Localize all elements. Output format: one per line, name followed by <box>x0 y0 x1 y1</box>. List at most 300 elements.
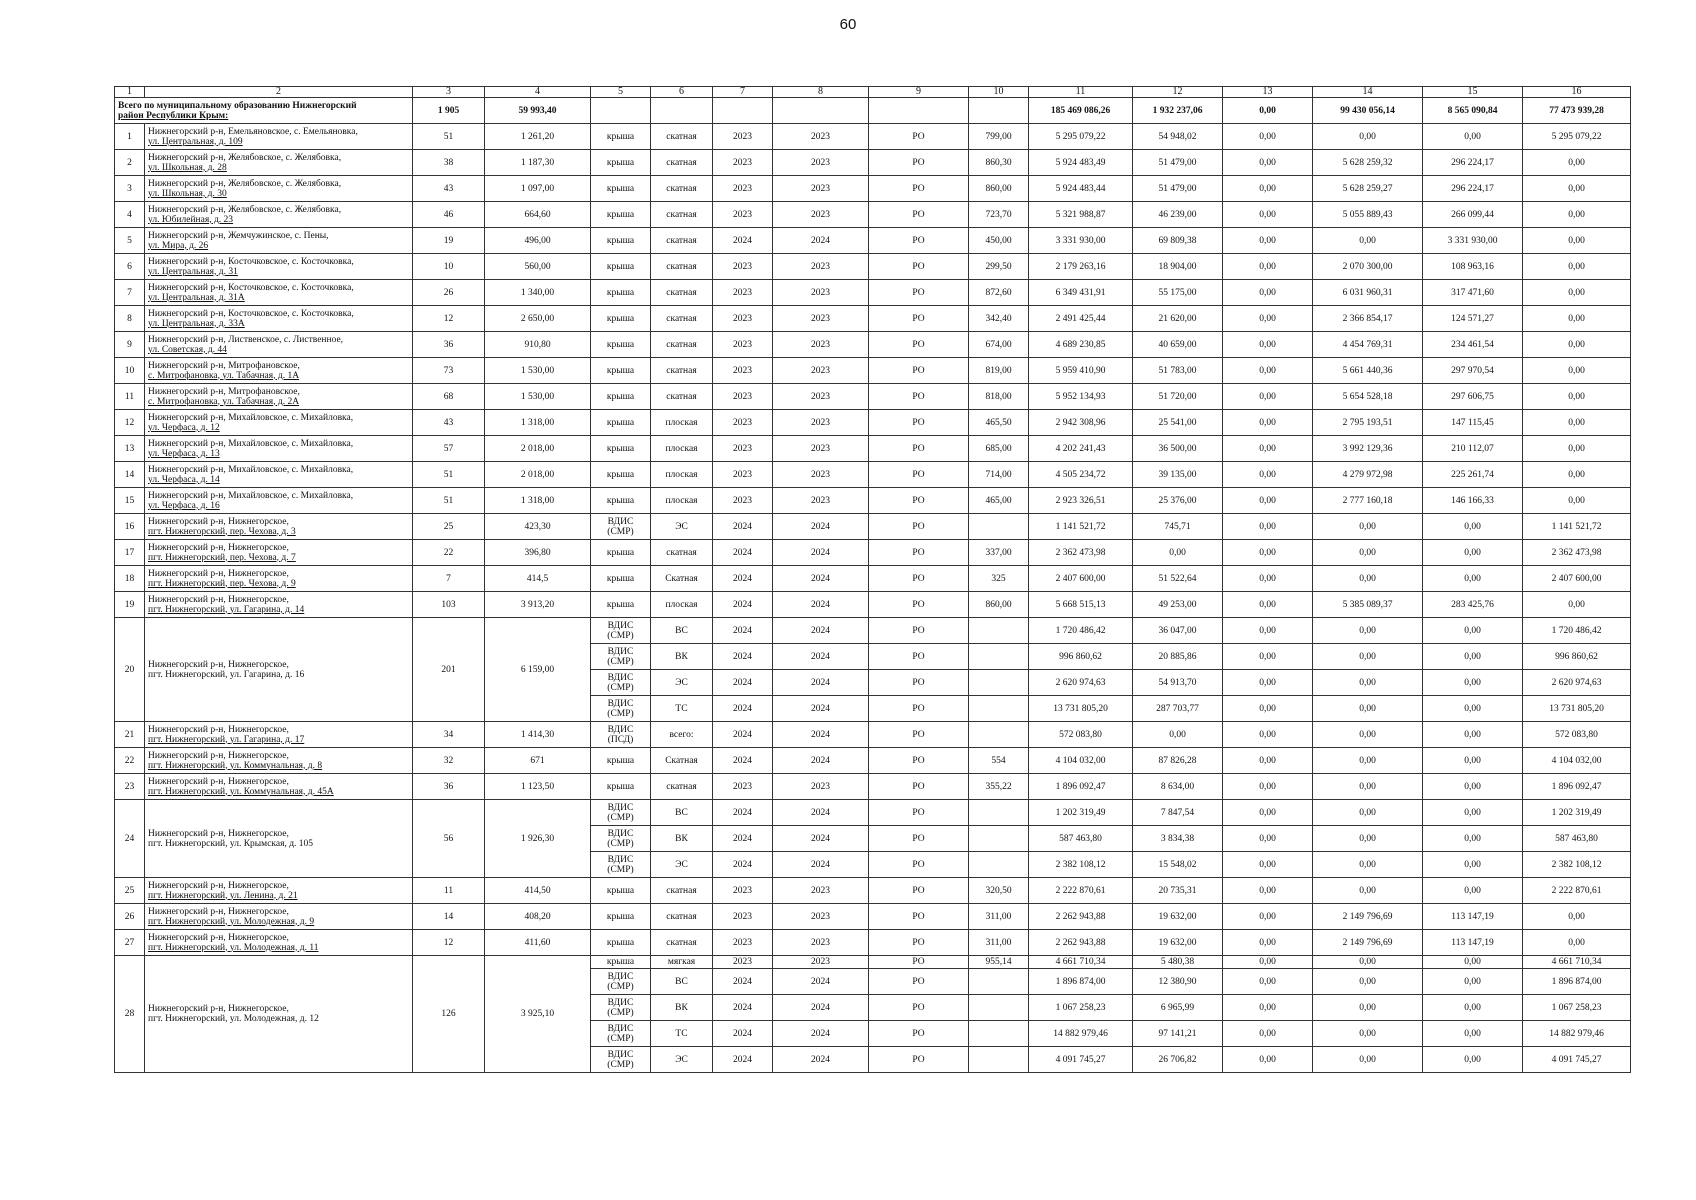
cost-per-unit: 87 826,28 <box>1133 748 1223 774</box>
table-row <box>115 306 1631 332</box>
method: РО <box>869 540 969 566</box>
col13: 0,00 <box>1223 592 1313 618</box>
volume <box>969 852 1029 878</box>
building-address <box>145 306 413 332</box>
col14: 5 055 889,43 <box>1313 202 1423 228</box>
work-type: ЭС <box>651 1047 713 1073</box>
element: крыша <box>591 774 651 800</box>
cost: 14 882 979,46 <box>1029 1021 1133 1047</box>
col13: 0,00 <box>1223 644 1313 670</box>
cost: 4 202 241,43 <box>1029 436 1133 462</box>
address-line2: ул. Черфаса, д. 13 <box>148 448 220 459</box>
volume: 320,50 <box>969 878 1029 904</box>
col14: 0,00 <box>1313 969 1423 995</box>
cost: 2 179 263,16 <box>1029 254 1133 280</box>
work-type: скатная <box>651 280 713 306</box>
building-area: 396,80 <box>485 540 591 566</box>
col16: 0,00 <box>1523 150 1631 176</box>
address-line2: пгт. Нижнегорский, ул. Коммунальная, д. 8 <box>148 760 323 771</box>
element: крыша <box>591 410 651 436</box>
element: ВДИС (СМР) <box>591 852 651 878</box>
col13: 0,00 <box>1223 852 1313 878</box>
work-type: ВК <box>651 644 713 670</box>
plan-year-end: 2024 <box>773 995 869 1021</box>
plan-year-end: 2023 <box>773 176 869 202</box>
column-number-8: 8 <box>773 87 869 98</box>
col15: 113 147,19 <box>1423 930 1523 956</box>
method: РО <box>869 904 969 930</box>
address-line1: Нижнегорский р-н, Нижнегорское, <box>148 880 289 891</box>
table-row <box>115 280 1631 306</box>
element: крыша <box>591 592 651 618</box>
cost-per-unit: 40 659,00 <box>1133 332 1223 358</box>
building-area: 1 340,00 <box>485 280 591 306</box>
col16: 0,00 <box>1523 176 1631 202</box>
volume <box>969 722 1029 748</box>
building-area: 1 530,00 <box>485 358 591 384</box>
volume: 450,00 <box>969 228 1029 254</box>
col15: 0,00 <box>1423 969 1523 995</box>
building-address <box>145 124 413 150</box>
method: РО <box>869 488 969 514</box>
address-line1: Нижнегорский р-н, Нижнегорское, <box>148 828 289 839</box>
element: ВДИС (СМР) <box>591 514 651 540</box>
residents-count: 34 <box>413 722 485 748</box>
volume: 955,14 <box>969 956 1029 969</box>
cost-per-unit: 0,00 <box>1133 540 1223 566</box>
residents-count: 38 <box>413 150 485 176</box>
col13: 0,00 <box>1223 566 1313 592</box>
work-type: скатная <box>651 774 713 800</box>
total-empty-5 <box>591 98 651 124</box>
col14: 6 031 960,31 <box>1313 280 1423 306</box>
plan-year-start: 2023 <box>713 254 773 280</box>
method: РО <box>869 124 969 150</box>
cost-per-unit: 15 548,02 <box>1133 852 1223 878</box>
total-empty-10 <box>969 98 1029 124</box>
total-residents: 1 905 <box>413 98 485 124</box>
element: крыша <box>591 202 651 228</box>
method: РО <box>869 748 969 774</box>
method: РО <box>869 930 969 956</box>
plan-year-end: 2023 <box>773 202 869 228</box>
column-number-16: 16 <box>1523 87 1631 98</box>
col13: 0,00 <box>1223 696 1313 722</box>
building-area: 671 <box>485 748 591 774</box>
col14: 0,00 <box>1313 800 1423 826</box>
col16: 1 896 874,00 <box>1523 969 1631 995</box>
building-address <box>145 150 413 176</box>
residents-count: 36 <box>413 774 485 800</box>
residents-count: 126 <box>413 956 485 1073</box>
row-number: 24 <box>115 800 145 878</box>
residents-count: 12 <box>413 930 485 956</box>
capital-repair-table-container <box>114 86 1630 1073</box>
cost: 4 104 032,00 <box>1029 748 1133 774</box>
work-type: ЭС <box>651 852 713 878</box>
plan-year-start: 2023 <box>713 306 773 332</box>
building-address <box>145 748 413 774</box>
volume: 674,00 <box>969 332 1029 358</box>
col15: 0,00 <box>1423 995 1523 1021</box>
plan-year-end: 2023 <box>773 410 869 436</box>
element: крыша <box>591 566 651 592</box>
table-row <box>115 566 1631 592</box>
plan-year-end: 2024 <box>773 670 869 696</box>
cost-per-unit: 20 885,86 <box>1133 644 1223 670</box>
plan-year-start: 2023 <box>713 436 773 462</box>
cost: 2 407 600,00 <box>1029 566 1133 592</box>
col13: 0,00 <box>1223 956 1313 969</box>
col16: 0,00 <box>1523 228 1631 254</box>
address-line2: пгт. Нижнегорский, пер. Чехова, д. 7 <box>148 552 296 563</box>
cost: 572 083,80 <box>1029 722 1133 748</box>
volume: 819,00 <box>969 358 1029 384</box>
col15: 0,00 <box>1423 618 1523 644</box>
plan-year-start: 2023 <box>713 202 773 228</box>
col16: 4 661 710,34 <box>1523 956 1631 969</box>
building-address <box>145 618 413 722</box>
plan-year-end: 2023 <box>773 332 869 358</box>
building-area: 2 018,00 <box>485 462 591 488</box>
cost: 996 860,62 <box>1029 644 1133 670</box>
cost: 5 295 079,22 <box>1029 124 1133 150</box>
element: крыша <box>591 280 651 306</box>
plan-year-start: 2024 <box>713 644 773 670</box>
col14: 0,00 <box>1313 696 1423 722</box>
col14: 0,00 <box>1313 956 1423 969</box>
work-type: скатная <box>651 124 713 150</box>
address-line1: Нижнегорский р-н, Емельяновское, с. Емельяновка, <box>148 126 358 137</box>
plan-year-start: 2023 <box>713 176 773 202</box>
cost: 1 896 092,47 <box>1029 774 1133 800</box>
method: РО <box>869 514 969 540</box>
col15: 283 425,76 <box>1423 592 1523 618</box>
column-number-11: 11 <box>1029 87 1133 98</box>
address-line2: пгт. Нижнегорский, ул. Коммунальная, д. 45А <box>148 786 334 797</box>
col16: 0,00 <box>1523 358 1631 384</box>
col15: 108 963,16 <box>1423 254 1523 280</box>
total-label-line1: Всего по муниципальному образованию Нижнегорский <box>118 100 357 111</box>
col13: 0,00 <box>1223 1047 1313 1073</box>
address-line1: Нижнегорский р-н, Желябовское, с. Желябовка, <box>148 178 342 189</box>
address-line1: Нижнегорский р-н, Нижнегорское, <box>148 724 289 735</box>
residents-count: 12 <box>413 306 485 332</box>
col16: 0,00 <box>1523 410 1631 436</box>
row-number: 17 <box>115 540 145 566</box>
plan-year-end: 2024 <box>773 1047 869 1073</box>
work-type: ВК <box>651 826 713 852</box>
volume: 818,00 <box>969 384 1029 410</box>
col15: 146 166,33 <box>1423 488 1523 514</box>
cost-per-unit: 97 141,21 <box>1133 1021 1223 1047</box>
col15: 3 331 930,00 <box>1423 228 1523 254</box>
total-col15: 8 565 090,84 <box>1423 98 1523 124</box>
plan-year-start: 2024 <box>713 1021 773 1047</box>
column-number-1: 1 <box>115 87 145 98</box>
col15: 0,00 <box>1423 644 1523 670</box>
element: ВДИС (СМР) <box>591 618 651 644</box>
col15: 0,00 <box>1423 540 1523 566</box>
cost-per-unit: 51 479,00 <box>1133 150 1223 176</box>
building-address <box>145 774 413 800</box>
volume: 311,00 <box>969 904 1029 930</box>
col15: 0,00 <box>1423 800 1523 826</box>
column-number-15: 15 <box>1423 87 1523 98</box>
work-type: скатная <box>651 150 713 176</box>
cost-per-unit: 39 135,00 <box>1133 462 1223 488</box>
method: РО <box>869 280 969 306</box>
building-area: 1 318,00 <box>485 410 591 436</box>
cost-per-unit: 7 847,54 <box>1133 800 1223 826</box>
volume <box>969 1021 1029 1047</box>
address-line2: ул. Советская, д. 44 <box>148 344 227 355</box>
col13: 0,00 <box>1223 748 1313 774</box>
residents-count: 26 <box>413 280 485 306</box>
work-type: скатная <box>651 202 713 228</box>
col16: 0,00 <box>1523 332 1631 358</box>
row-number: 23 <box>115 774 145 800</box>
cost-per-unit: 3 834,38 <box>1133 826 1223 852</box>
col16: 0,00 <box>1523 436 1631 462</box>
col15: 0,00 <box>1423 1047 1523 1073</box>
address-line1: Нижнегорский р-н, Косточковское, с. Косточковка, <box>148 282 354 293</box>
cost-per-unit: 12 380,90 <box>1133 969 1223 995</box>
plan-year-end: 2023 <box>773 384 869 410</box>
total-row <box>115 98 1631 124</box>
col16: 1 067 258,23 <box>1523 995 1631 1021</box>
plan-year-start: 2024 <box>713 826 773 852</box>
element: крыша <box>591 540 651 566</box>
col14: 0,00 <box>1313 644 1423 670</box>
building-area: 3 913,20 <box>485 592 591 618</box>
col15: 0,00 <box>1423 826 1523 852</box>
row-number: 8 <box>115 306 145 332</box>
method: РО <box>869 956 969 969</box>
address-line2: с. Митрофановка, ул. Табачная, д. 2А <box>148 396 300 407</box>
address-line2: пгт. Нижнегорский, ул. Гагарина, д. 14 <box>148 604 305 615</box>
address-line1: Нижнегорский р-н, Желябовское, с. Желябовка, <box>148 204 342 215</box>
col15: 0,00 <box>1423 1021 1523 1047</box>
residents-count: 46 <box>413 202 485 228</box>
col16: 4 104 032,00 <box>1523 748 1631 774</box>
column-number-5: 5 <box>591 87 651 98</box>
method: РО <box>869 774 969 800</box>
column-number-2: 2 <box>145 87 413 98</box>
address-line2: с. Митрофановка, ул. Табачная, д. 1А <box>148 370 300 381</box>
cost-per-unit: 0,00 <box>1133 722 1223 748</box>
address-line2: пгт. Нижнегорский, ул. Гагарина, д. 16 <box>148 669 305 680</box>
cost-per-unit: 51 522,64 <box>1133 566 1223 592</box>
col13: 0,00 <box>1223 930 1313 956</box>
residents-count: 103 <box>413 592 485 618</box>
table-row <box>115 384 1631 410</box>
method: РО <box>869 202 969 228</box>
work-type: ЭС <box>651 670 713 696</box>
cost: 4 661 710,34 <box>1029 956 1133 969</box>
element: крыша <box>591 748 651 774</box>
col16: 0,00 <box>1523 306 1631 332</box>
plan-year-end: 2023 <box>773 878 869 904</box>
plan-year-end: 2024 <box>773 1021 869 1047</box>
work-type: скатная <box>651 384 713 410</box>
column-number-10: 10 <box>969 87 1029 98</box>
table-row <box>115 254 1631 280</box>
plan-year-start: 2024 <box>713 969 773 995</box>
plan-year-start: 2023 <box>713 332 773 358</box>
cost-per-unit: 46 239,00 <box>1133 202 1223 228</box>
total-label <box>115 98 413 124</box>
col16: 0,00 <box>1523 592 1631 618</box>
plan-year-end: 2024 <box>773 618 869 644</box>
address-line2: ул. Центральная, д. 31 <box>148 266 238 277</box>
work-type: ТС <box>651 1021 713 1047</box>
table-row <box>115 488 1631 514</box>
cost: 2 491 425,44 <box>1029 306 1133 332</box>
method: РО <box>869 592 969 618</box>
cost: 13 731 805,20 <box>1029 696 1133 722</box>
volume: 860,30 <box>969 150 1029 176</box>
building-area: 423,30 <box>485 514 591 540</box>
col14: 2 366 854,17 <box>1313 306 1423 332</box>
address-line2: ул. Школьная, д. 30 <box>148 188 227 199</box>
row-number: 2 <box>115 150 145 176</box>
method: РО <box>869 969 969 995</box>
address-line1: Нижнегорский р-н, Михайловское, с. Михайловка, <box>148 438 354 449</box>
building-area: 1 530,00 <box>485 384 591 410</box>
work-type: скатная <box>651 176 713 202</box>
address-line1: Нижнегорский р-н, Нижнегорское, <box>148 932 289 943</box>
cost: 4 689 230,85 <box>1029 332 1133 358</box>
col13: 0,00 <box>1223 384 1313 410</box>
element: ВДИС (СМР) <box>591 696 651 722</box>
cost: 2 262 943,88 <box>1029 904 1133 930</box>
cost-per-unit: 5 480,38 <box>1133 956 1223 969</box>
col16: 1 720 486,42 <box>1523 618 1631 644</box>
col13: 0,00 <box>1223 358 1313 384</box>
building-address <box>145 540 413 566</box>
cost: 2 923 326,51 <box>1029 488 1133 514</box>
plan-year-start: 2024 <box>713 540 773 566</box>
column-number-4: 4 <box>485 87 591 98</box>
method: РО <box>869 228 969 254</box>
col13: 0,00 <box>1223 332 1313 358</box>
volume <box>969 644 1029 670</box>
cost-per-unit: 69 809,38 <box>1133 228 1223 254</box>
column-number-13: 13 <box>1223 87 1313 98</box>
plan-year-start: 2024 <box>713 592 773 618</box>
cost: 4 091 745,27 <box>1029 1047 1133 1073</box>
method: РО <box>869 696 969 722</box>
work-type: скатная <box>651 540 713 566</box>
address-line2: ул. Центральная, д. 109 <box>148 136 243 147</box>
table-row <box>115 878 1631 904</box>
row-number: 16 <box>115 514 145 540</box>
plan-year-start: 2023 <box>713 774 773 800</box>
column-number-7: 7 <box>713 87 773 98</box>
work-type: скатная <box>651 228 713 254</box>
work-type: Скатная <box>651 566 713 592</box>
volume: 554 <box>969 748 1029 774</box>
col15: 0,00 <box>1423 878 1523 904</box>
building-address <box>145 956 413 1073</box>
row-number: 26 <box>115 904 145 930</box>
plan-year-start: 2023 <box>713 878 773 904</box>
cost: 5 668 515,13 <box>1029 592 1133 618</box>
method: РО <box>869 995 969 1021</box>
work-type: скатная <box>651 254 713 280</box>
building-area: 560,00 <box>485 254 591 280</box>
residents-count: 22 <box>413 540 485 566</box>
cost-per-unit: 19 632,00 <box>1133 904 1223 930</box>
element: крыша <box>591 462 651 488</box>
method: РО <box>869 852 969 878</box>
building-area: 2 650,00 <box>485 306 591 332</box>
building-address <box>145 592 413 618</box>
total-cost-per-unit: 1 932 237,06 <box>1133 98 1223 124</box>
building-address <box>145 566 413 592</box>
plan-year-start: 2023 <box>713 410 773 436</box>
plan-year-end: 2024 <box>773 969 869 995</box>
residents-count: 43 <box>413 410 485 436</box>
work-type: ВС <box>651 800 713 826</box>
volume <box>969 1047 1029 1073</box>
col16: 2 407 600,00 <box>1523 566 1631 592</box>
plan-year-end: 2024 <box>773 514 869 540</box>
building-area: 1 187,30 <box>485 150 591 176</box>
cost-per-unit: 20 735,31 <box>1133 878 1223 904</box>
col13: 0,00 <box>1223 826 1313 852</box>
row-number: 7 <box>115 280 145 306</box>
col15: 0,00 <box>1423 566 1523 592</box>
col16: 0,00 <box>1523 280 1631 306</box>
method: РО <box>869 176 969 202</box>
volume <box>969 969 1029 995</box>
residents-count: 56 <box>413 800 485 878</box>
col14: 0,00 <box>1313 514 1423 540</box>
col15: 297 606,75 <box>1423 384 1523 410</box>
table-row <box>115 904 1631 930</box>
cost-per-unit: 49 253,00 <box>1133 592 1223 618</box>
col16: 0,00 <box>1523 904 1631 930</box>
plan-year-end: 2024 <box>773 800 869 826</box>
plan-year-start: 2023 <box>713 488 773 514</box>
col15: 0,00 <box>1423 514 1523 540</box>
address-line1: Нижнегорский р-н, Нижнегорское, <box>148 568 289 579</box>
col16: 996 860,62 <box>1523 644 1631 670</box>
element: ВДИС (СМР) <box>591 1021 651 1047</box>
element: крыша <box>591 358 651 384</box>
table-row <box>115 514 1631 540</box>
cost: 1 067 258,23 <box>1029 995 1133 1021</box>
volume: 799,00 <box>969 124 1029 150</box>
address-line1: Нижнегорский р-н, Нижнегорское, <box>148 594 289 605</box>
col13: 0,00 <box>1223 969 1313 995</box>
residents-count: 7 <box>413 566 485 592</box>
work-type: плоская <box>651 410 713 436</box>
cost-per-unit: 54 948,02 <box>1133 124 1223 150</box>
method: РО <box>869 410 969 436</box>
col16: 0,00 <box>1523 254 1631 280</box>
address-line2: пгт. Нижнегорский, ул. Крымская, д. 105 <box>148 838 314 849</box>
plan-year-end: 2024 <box>773 228 869 254</box>
col14: 0,00 <box>1313 878 1423 904</box>
cost-per-unit: 6 965,99 <box>1133 995 1223 1021</box>
plan-year-end: 2023 <box>773 488 869 514</box>
building-address <box>145 228 413 254</box>
address-line2: ул. Черфаса, д. 14 <box>148 474 220 485</box>
col13: 0,00 <box>1223 904 1313 930</box>
